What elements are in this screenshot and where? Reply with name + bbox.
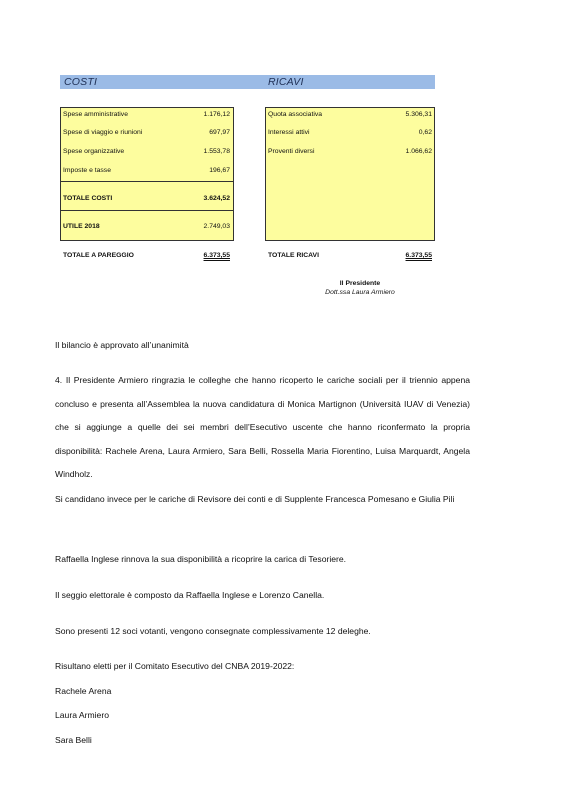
costi-value: 1.176,12	[203, 111, 230, 118]
eletto-item: Sara Belli	[55, 735, 92, 745]
ricavi-header: RICAVI	[268, 76, 304, 88]
utile-value: 2.749,03	[203, 223, 230, 230]
approval-paragraph: Il bilancio è approvato all’unanimità	[55, 340, 189, 350]
signature-name: Dott.ssa Laura Armiero	[325, 289, 395, 296]
soci-paragraph: Sono presenti 12 soci votanti, vengono consegnate complessivamente 12 deleghe.	[55, 626, 371, 636]
costi-label: Spese amministrative	[63, 111, 128, 118]
ricavi-label: Interessi attivi	[268, 129, 310, 136]
costi-value: 697,97	[209, 129, 230, 136]
totale-costi-label: TOTALE COSTI	[63, 195, 113, 202]
costi-header: COSTI	[64, 76, 98, 88]
costi-value: 196,67	[209, 167, 230, 174]
revisore-paragraph: Si candidano invece per le cariche di Revisore dei conti e di Supplente Francesca Pomesano e Giulia Pili	[55, 494, 455, 504]
totale-ricavi-label: TOTALE RICAVI	[268, 252, 319, 259]
costi-label: Imposte e tasse	[63, 167, 111, 174]
seggio-paragraph: Il seggio elettorale è composto da Raffaella Inglese e Lorenzo Canella.	[55, 590, 325, 600]
eletti-intro: Risultano eletti per il Comitato Esecutivo del CNBA 2019-2022:	[55, 661, 295, 671]
totale-ricavi-value: 6.373,55	[405, 252, 432, 259]
eletto-item: Laura Armiero	[55, 710, 109, 720]
signature-role: Il Presidente	[339, 280, 381, 287]
ricavi-label: Proventi diversi	[268, 148, 315, 155]
table-header-band	[60, 75, 435, 89]
totale-costi-value: 3.624,52	[203, 195, 230, 202]
ricavi-value: 5.306,31	[405, 111, 432, 118]
costi-divider	[60, 181, 234, 182]
tesoriere-paragraph: Raffaella Inglese rinnova la sua disponibilità a ricoprire la carica di Tesoriere.	[55, 554, 347, 564]
costi-value: 1.553,78	[203, 148, 230, 155]
utile-divider	[60, 210, 234, 211]
utile-label: UTILE 2018	[63, 223, 100, 230]
costi-label: Spese organizzative	[63, 148, 125, 155]
totale-pareggio-label: TOTALE A PAREGGIO	[63, 252, 134, 259]
item-4-paragraph: 4. Il Presidente Armiero ringrazia le colleghe che hanno ricoperto le cariche sociali per il triennio appena concluso e presenta all’Assemblea la nuova candidatura di Monica Martignon (Università IUAV di Venezia) che si aggiunge a quelle dei sei membri dell’Esecutivo uscente che hanno riconfermato la propria disponibilità: Rachele Arena, Laura Armiero, Sara Belli, Rossella Maria Fiorentino, Luisa Marquardt, Angela Windholz.	[55, 375, 470, 480]
costi-label: Spese di viaggio e riunioni	[63, 129, 143, 136]
ricavi-label: Quota associativa	[268, 111, 323, 118]
totale-pareggio-value: 6.373,55	[203, 252, 230, 259]
ricavi-value: 1.066,62	[405, 148, 432, 155]
ricavi-value: 0,62	[418, 129, 432, 136]
eletto-item: Rachele Arena	[55, 686, 112, 696]
